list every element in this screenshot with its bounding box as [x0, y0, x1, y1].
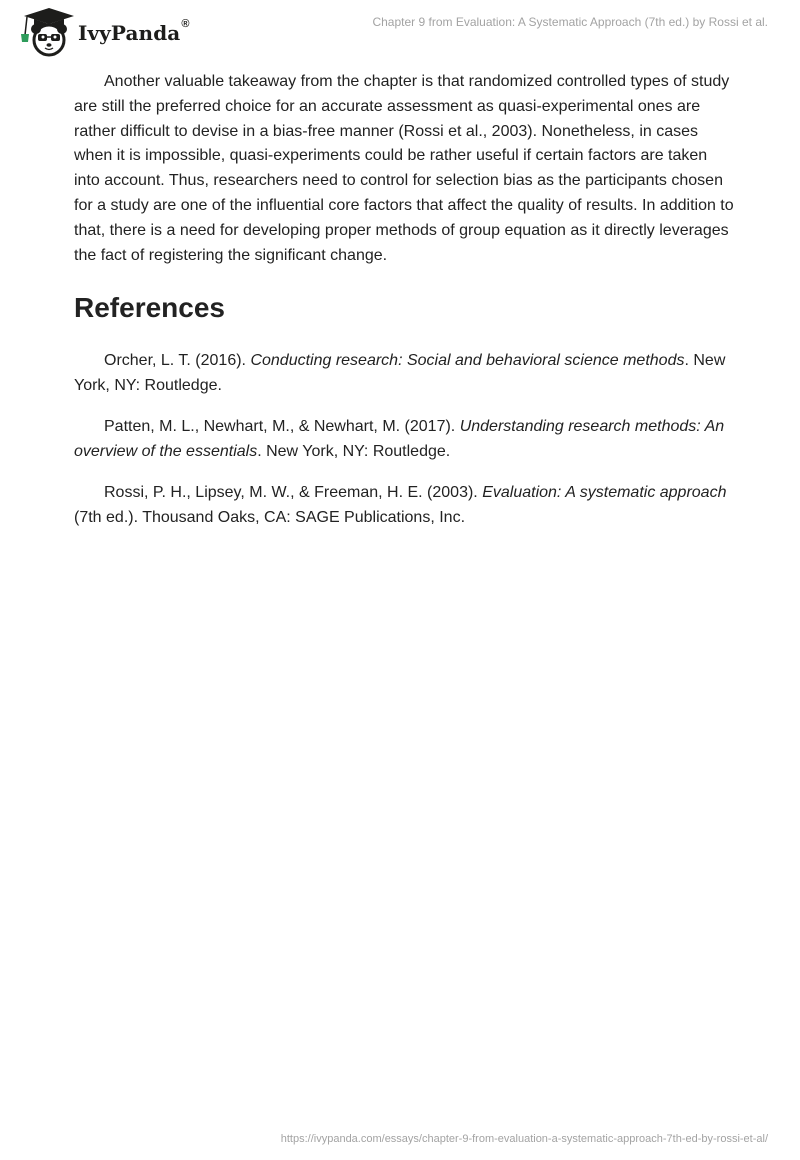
registered-mark: ® [181, 18, 190, 30]
reference-list [74, 348, 734, 530]
ivypanda-logo[interactable] [14, 7, 190, 57]
reference-authors: Patten, M. L., Newhart, M., & Newhart, M. (2017). [104, 418, 460, 436]
body-paragraph: Another valuable takeaway from the chapter is that randomized controlled types of study are still the preferred choice for an accurate assessment as quasi-experimental ones are rather difficult to devise in a bias-free manner (Rossi et al., 2003). Nonetheless, in cases when it is impossible, quasi-experiments could be rather useful if certain factors are taken into account. Thus, researchers need to control for selection bias as the participants chosen for a study are one of the influential core factors that affect the quality of results. In addition to that, there is a need for developing proper methods of group equation as it directly leverages the fact of registering the significant change. [74, 73, 734, 264]
reference-title: Evaluation: A systematic approach [482, 484, 727, 502]
reference-item [74, 480, 734, 530]
reference-title: Conducting research: Social and behavioral science methods [250, 352, 685, 370]
reference-publisher: . New York, NY: Routledge. [257, 443, 451, 461]
essay-content [74, 70, 734, 530]
reference-authors: Rossi, P. H., Lipsey, M. W., & Freeman, H. E. (2003). [104, 484, 483, 502]
source-url[interactable]: https://ivypanda.com/essays/chapter-9-from-evaluation-a-systematic-approach-7th-ed-by-rossi-et-al/ [280, 1133, 768, 1145]
reference-publisher: (7th ed.). Thousand Oaks, CA: SAGE Publications, Inc. [74, 509, 466, 527]
reference-publisher: . New York, NY: Routledge. [74, 352, 726, 395]
brand-name: IvyPanda® [78, 18, 190, 45]
references-heading: References [74, 292, 225, 324]
reference-item [74, 414, 734, 464]
reference-title: Understanding research methods: An overview of the essentials [74, 418, 725, 461]
reference-authors: Orcher, L. T. (2016). [104, 352, 251, 370]
page-header [0, 0, 800, 64]
panda-graduate-icon [14, 7, 76, 57]
document-title: Chapter 9 from Evaluation: A Systematic Approach (7th ed.) by Rossi et al. [372, 15, 768, 29]
reference-item [74, 348, 734, 398]
